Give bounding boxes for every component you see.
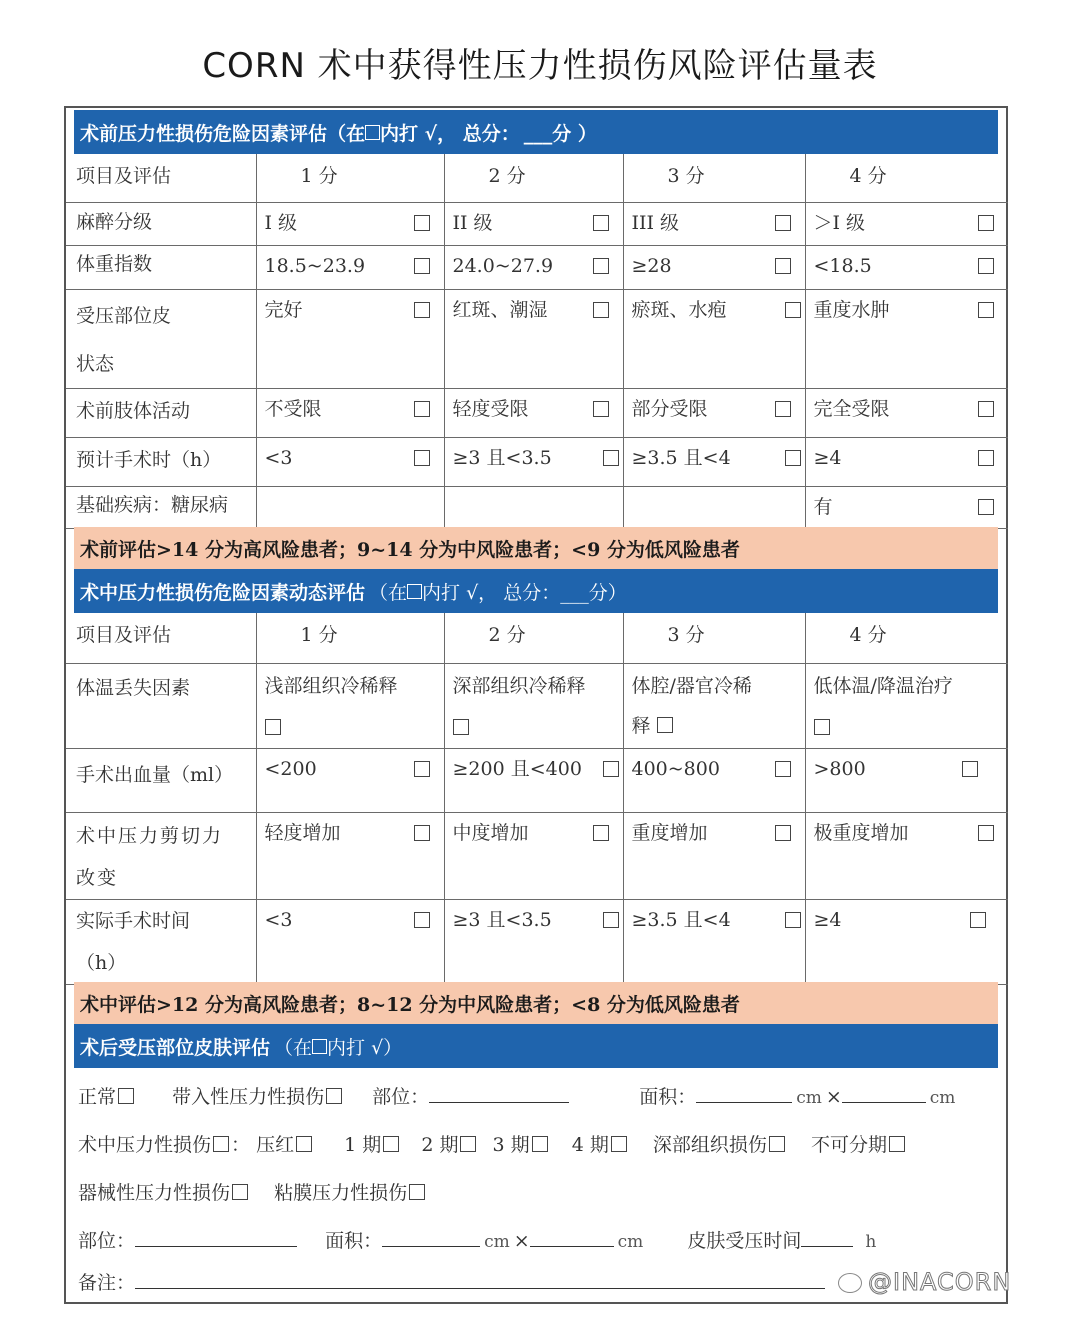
option-cell (623, 437, 805, 486)
row-label-line2: （h） (76, 951, 127, 974)
checkbox[interactable] (603, 450, 619, 466)
checkbox[interactable] (414, 302, 430, 318)
checkbox[interactable] (414, 401, 430, 417)
header-2pt: 2 分 (444, 154, 623, 202)
checkbox[interactable] (978, 401, 994, 417)
postop-header-text-b: （在 (274, 1036, 313, 1059)
option-cell (623, 388, 805, 437)
option-text: ≥3 且<3.5 (452, 446, 552, 469)
intraop-header-text-b: （在 (369, 581, 408, 604)
postop-line-3 (78, 1178, 427, 1205)
area-height-field[interactable] (842, 1084, 926, 1103)
checkbox-legend-icon (312, 1039, 327, 1054)
header-2pt: 2 分 (444, 613, 623, 663)
checkbox[interactable] (603, 761, 619, 777)
postop-line-4 (78, 1226, 880, 1253)
option-text: 轻度增加 (264, 821, 341, 844)
option-cell-empty (444, 486, 623, 528)
checkbox[interactable] (593, 215, 609, 231)
option-text: 体腔/器官冷稀 (631, 674, 752, 697)
option-text: 极重度增加 (813, 821, 909, 844)
checkbox[interactable] (775, 215, 791, 231)
row-label: 体重指数 (66, 245, 256, 289)
option-cell (256, 289, 444, 388)
checkbox[interactable] (962, 761, 978, 777)
checkbox[interactable] (978, 450, 994, 466)
option-text: III 级 (631, 211, 680, 234)
unstageable-label: 不可分期 (810, 1134, 887, 1156)
stage1-checkbox[interactable] (383, 1136, 399, 1152)
watermark-text: @INACORN (868, 1268, 1012, 1296)
cm-unit: cm (796, 1088, 822, 1108)
option-cell (805, 663, 1008, 748)
row-label: 术前肢体活动 (66, 388, 256, 437)
pressure-time-field[interactable] (801, 1228, 853, 1247)
table-row (66, 289, 1008, 388)
cm-unit: cm (617, 1232, 644, 1252)
header-1pt: 1 分 (256, 154, 444, 202)
device-related-checkbox[interactable] (232, 1184, 248, 1200)
intraop-injury-label: 术中压力性损伤 (78, 1134, 212, 1156)
option-cell (444, 663, 623, 748)
option-cell (805, 748, 1008, 812)
checkbox-legend-icon (365, 125, 380, 140)
option-cell (805, 812, 1008, 899)
area-width-field[interactable] (382, 1228, 480, 1247)
option-cell (623, 245, 805, 289)
pressure-time-label: 皮肤受压时间 (687, 1230, 802, 1252)
checkbox[interactable] (978, 215, 994, 231)
row-label: 基础疾病：糖尿病 (66, 486, 256, 528)
row-label (66, 812, 256, 899)
header-4pt: 4 分 (805, 154, 1008, 202)
times-sign: × (825, 1086, 842, 1108)
deep-tissue-label: 深部组织损伤 (652, 1134, 767, 1156)
section-preop-header (74, 110, 998, 154)
deep-tissue-checkbox[interactable] (769, 1136, 785, 1152)
row-label-line1: 术中压力剪切力 (76, 824, 224, 847)
option-cell (256, 812, 444, 899)
option-text: 深部组织冷稀释 (452, 674, 586, 697)
stage3-checkbox[interactable] (532, 1136, 548, 1152)
checkbox[interactable] (775, 761, 791, 777)
checkbox[interactable] (603, 912, 619, 928)
header-1pt: 1 分 (256, 613, 444, 663)
preop-header-text-a: 术前压力性损伤危险因素评估（在 (80, 122, 366, 145)
option-cell (805, 899, 1008, 984)
row-label (66, 899, 256, 984)
option-cell (444, 437, 623, 486)
option-text: 轻度受限 (452, 397, 529, 420)
option-cell (623, 748, 805, 812)
cm-unit: cm (484, 1232, 510, 1252)
option-cell (444, 899, 623, 984)
stage1-label: 1 期 (344, 1134, 382, 1156)
postop-line-1 (78, 1082, 959, 1109)
preop-header-text-c: ___分 ） (523, 122, 597, 145)
colon: ： (231, 1134, 251, 1156)
option-cell (256, 388, 444, 437)
checkbox[interactable] (657, 717, 673, 733)
checkbox[interactable] (785, 450, 801, 466)
option-cell (256, 437, 444, 486)
option-cell (623, 289, 805, 388)
option-text: <3 (264, 908, 293, 931)
assessment-form (64, 106, 1008, 1304)
row-label-line2: 改变 (76, 866, 119, 889)
checkbox[interactable] (414, 761, 430, 777)
option-text: ≥3.5 且<4 (631, 446, 731, 469)
row-label: 手术出血量（ml） (66, 748, 256, 812)
table-row (66, 245, 1008, 289)
checkbox[interactable] (414, 215, 430, 231)
option-text: ≥28 (631, 254, 672, 277)
checkbox[interactable] (414, 450, 430, 466)
preop-header-text-b: 内打 √， 总分： (380, 122, 520, 145)
stage4-checkbox[interactable] (611, 1136, 627, 1152)
stage2-checkbox[interactable] (460, 1136, 476, 1152)
table-header-row (66, 154, 1008, 202)
checkbox[interactable] (775, 825, 791, 841)
header-4pt: 4 分 (805, 613, 1008, 663)
mucosal-checkbox[interactable] (409, 1184, 425, 1200)
checkbox[interactable] (414, 258, 430, 274)
option-text: 低体温/降温治疗 (813, 674, 953, 697)
normal-checkbox[interactable] (118, 1088, 134, 1104)
option-text: ≥200 且<400 (452, 757, 582, 780)
option-text: <3 (264, 446, 293, 469)
postop-header-text-a: 术后受压部位皮肤评估 (80, 1036, 271, 1059)
intraop-table (66, 613, 1008, 985)
option-text: ≥3.5 且<4 (631, 908, 731, 931)
intraop-header-text-a: 术中压力性损伤危险因素动态评估 (80, 581, 366, 604)
area-width-field[interactable] (696, 1084, 792, 1103)
remark-field[interactable] (135, 1270, 825, 1289)
table-row (66, 812, 1008, 899)
row-label-line1: 受压部位皮 (76, 304, 172, 327)
cm-unit: cm (929, 1088, 956, 1108)
times-sign: × (513, 1230, 530, 1252)
area-label: 面积： (325, 1230, 383, 1252)
checkbox[interactable] (593, 825, 609, 841)
preop-risk-note: 术前评估>14 分为高风险患者；9~14 分为中风险患者；<9 分为低风险患者 (74, 527, 998, 569)
option-text: ≥4 (813, 446, 842, 469)
checkbox[interactable] (970, 912, 986, 928)
option-cell (444, 202, 623, 245)
option-text: 浅部组织冷稀释 (264, 674, 398, 697)
checkbox[interactable] (593, 302, 609, 318)
option-text: <200 (264, 757, 317, 780)
site-field[interactable] (135, 1228, 297, 1247)
header-3pt: 3 分 (623, 613, 805, 663)
hour-unit: h (865, 1232, 877, 1252)
header-item: 项目及评估 (66, 613, 256, 663)
table-row (66, 663, 1008, 748)
intraop-header-text-c: 内打 √， 总分：___分） (422, 581, 627, 604)
row-label: 体温丢失因素 (66, 663, 256, 748)
postop-line-5 (78, 1268, 825, 1295)
header-3pt: 3 分 (623, 154, 805, 202)
checkbox[interactable] (414, 825, 430, 841)
option-cell (256, 748, 444, 812)
row-label (66, 289, 256, 388)
page-title: CORN 术中获得性压力性损伤风险评估量表 (202, 46, 878, 86)
table-row (66, 899, 1008, 984)
option-cell (256, 899, 444, 984)
row-label-line1: 实际手术时间 (76, 909, 191, 932)
checkbox[interactable] (785, 912, 801, 928)
wechat-icon (838, 1273, 862, 1293)
table-header-row (66, 613, 1008, 663)
stage3-label: 3 期 (492, 1134, 530, 1156)
area-label: 面积： (639, 1086, 697, 1108)
redness-label: 压红 (256, 1134, 295, 1156)
normal-label: 正常 (78, 1086, 117, 1108)
option-cell (805, 388, 1008, 437)
row-label-line2: 状态 (76, 352, 115, 375)
option-cell (805, 245, 1008, 289)
option-cell (444, 289, 623, 388)
section-intraop-header (74, 569, 998, 613)
option-text: 有 (813, 495, 833, 518)
table-row (66, 486, 1008, 528)
option-cell (444, 748, 623, 812)
device-related-label: 器械性压力性损伤 (78, 1182, 231, 1204)
checkbox[interactable] (593, 258, 609, 274)
area-height-field[interactable] (530, 1228, 614, 1247)
checkbox[interactable] (978, 825, 994, 841)
option-cell (805, 486, 1008, 528)
option-text: 完全受限 (813, 397, 890, 420)
postop-line-2 (78, 1130, 907, 1157)
unstageable-checkbox[interactable] (889, 1136, 905, 1152)
option-cell (256, 202, 444, 245)
checkbox[interactable] (978, 499, 994, 515)
table-row (66, 437, 1008, 486)
checkbox-legend-icon (407, 584, 422, 599)
option-text: 不受限 (264, 397, 322, 420)
remark-label: 备注： (78, 1272, 136, 1294)
checkbox[interactable] (785, 302, 801, 318)
option-cell (805, 202, 1008, 245)
option-cell (623, 663, 805, 748)
option-text: 重度水肿 (813, 298, 890, 321)
option-cell (256, 663, 444, 748)
site-label: 部位： (78, 1230, 136, 1252)
option-text: ≥3 且<3.5 (452, 908, 552, 931)
checkbox[interactable] (978, 258, 994, 274)
site-field[interactable] (429, 1084, 569, 1103)
option-text: 24.0~27.9 (452, 254, 554, 277)
stage2-label: 2 期 (421, 1134, 459, 1156)
row-label: 预计手术时（h） (66, 437, 256, 486)
redness-checkbox[interactable] (296, 1136, 312, 1152)
option-cell (623, 812, 805, 899)
option-text: 18.5~23.9 (264, 254, 366, 277)
intraop-risk-note: 术中评估>12 分为高风险患者；8~12 分为中风险患者；<8 分为低风险患者 (74, 982, 998, 1024)
option-cell (444, 388, 623, 437)
table-row (66, 388, 1008, 437)
preop-table (66, 154, 1008, 529)
device-injury-label: 带入性压力性损伤 (172, 1086, 325, 1108)
site-label: 部位： (372, 1086, 430, 1108)
checkbox[interactable] (265, 719, 281, 735)
option-text: 部分受限 (631, 397, 708, 420)
checkbox[interactable] (978, 302, 994, 318)
checkbox[interactable] (414, 912, 430, 928)
device-injury-checkbox[interactable] (326, 1088, 342, 1104)
section-postop-header (74, 1024, 998, 1068)
option-text: ＞I 级 (813, 211, 866, 234)
table-row (66, 202, 1008, 245)
stage4-label: 4 期 (571, 1134, 609, 1156)
option-cell-empty (256, 486, 444, 528)
option-cell (256, 245, 444, 289)
option-text: ≥4 (813, 908, 842, 931)
intraop-injury-checkbox[interactable] (213, 1136, 229, 1152)
checkbox[interactable] (593, 401, 609, 417)
postop-header-text-c: 内打 √） (327, 1036, 403, 1059)
checkbox[interactable] (453, 719, 469, 735)
checkbox[interactable] (775, 258, 791, 274)
option-text: <18.5 (813, 254, 872, 277)
row-label: 麻醉分级 (66, 202, 256, 245)
header-item: 项目及评估 (66, 154, 256, 202)
option-text: 完好 (264, 298, 303, 321)
checkbox[interactable] (775, 401, 791, 417)
option-cell (444, 245, 623, 289)
checkbox[interactable] (814, 719, 830, 735)
option-text: >800 (813, 757, 866, 780)
option-text: 瘀斑、水疱 (631, 298, 727, 321)
option-text: 红斑、潮湿 (452, 298, 548, 321)
mucosal-label: 粘膜压力性损伤 (274, 1182, 408, 1204)
option-text: 重度增加 (631, 821, 708, 844)
option-text: II 级 (452, 211, 493, 234)
option-cell (623, 899, 805, 984)
watermark (838, 1268, 1011, 1296)
option-text: I 级 (264, 211, 298, 234)
option-text: 400~800 (631, 757, 720, 780)
option-cell (623, 202, 805, 245)
table-row (66, 748, 1008, 812)
option-text-cont: 释 (631, 714, 651, 737)
option-cell-empty (623, 486, 805, 528)
option-text: 中度增加 (452, 821, 529, 844)
option-cell (805, 289, 1008, 388)
option-cell (805, 437, 1008, 486)
option-cell (444, 812, 623, 899)
